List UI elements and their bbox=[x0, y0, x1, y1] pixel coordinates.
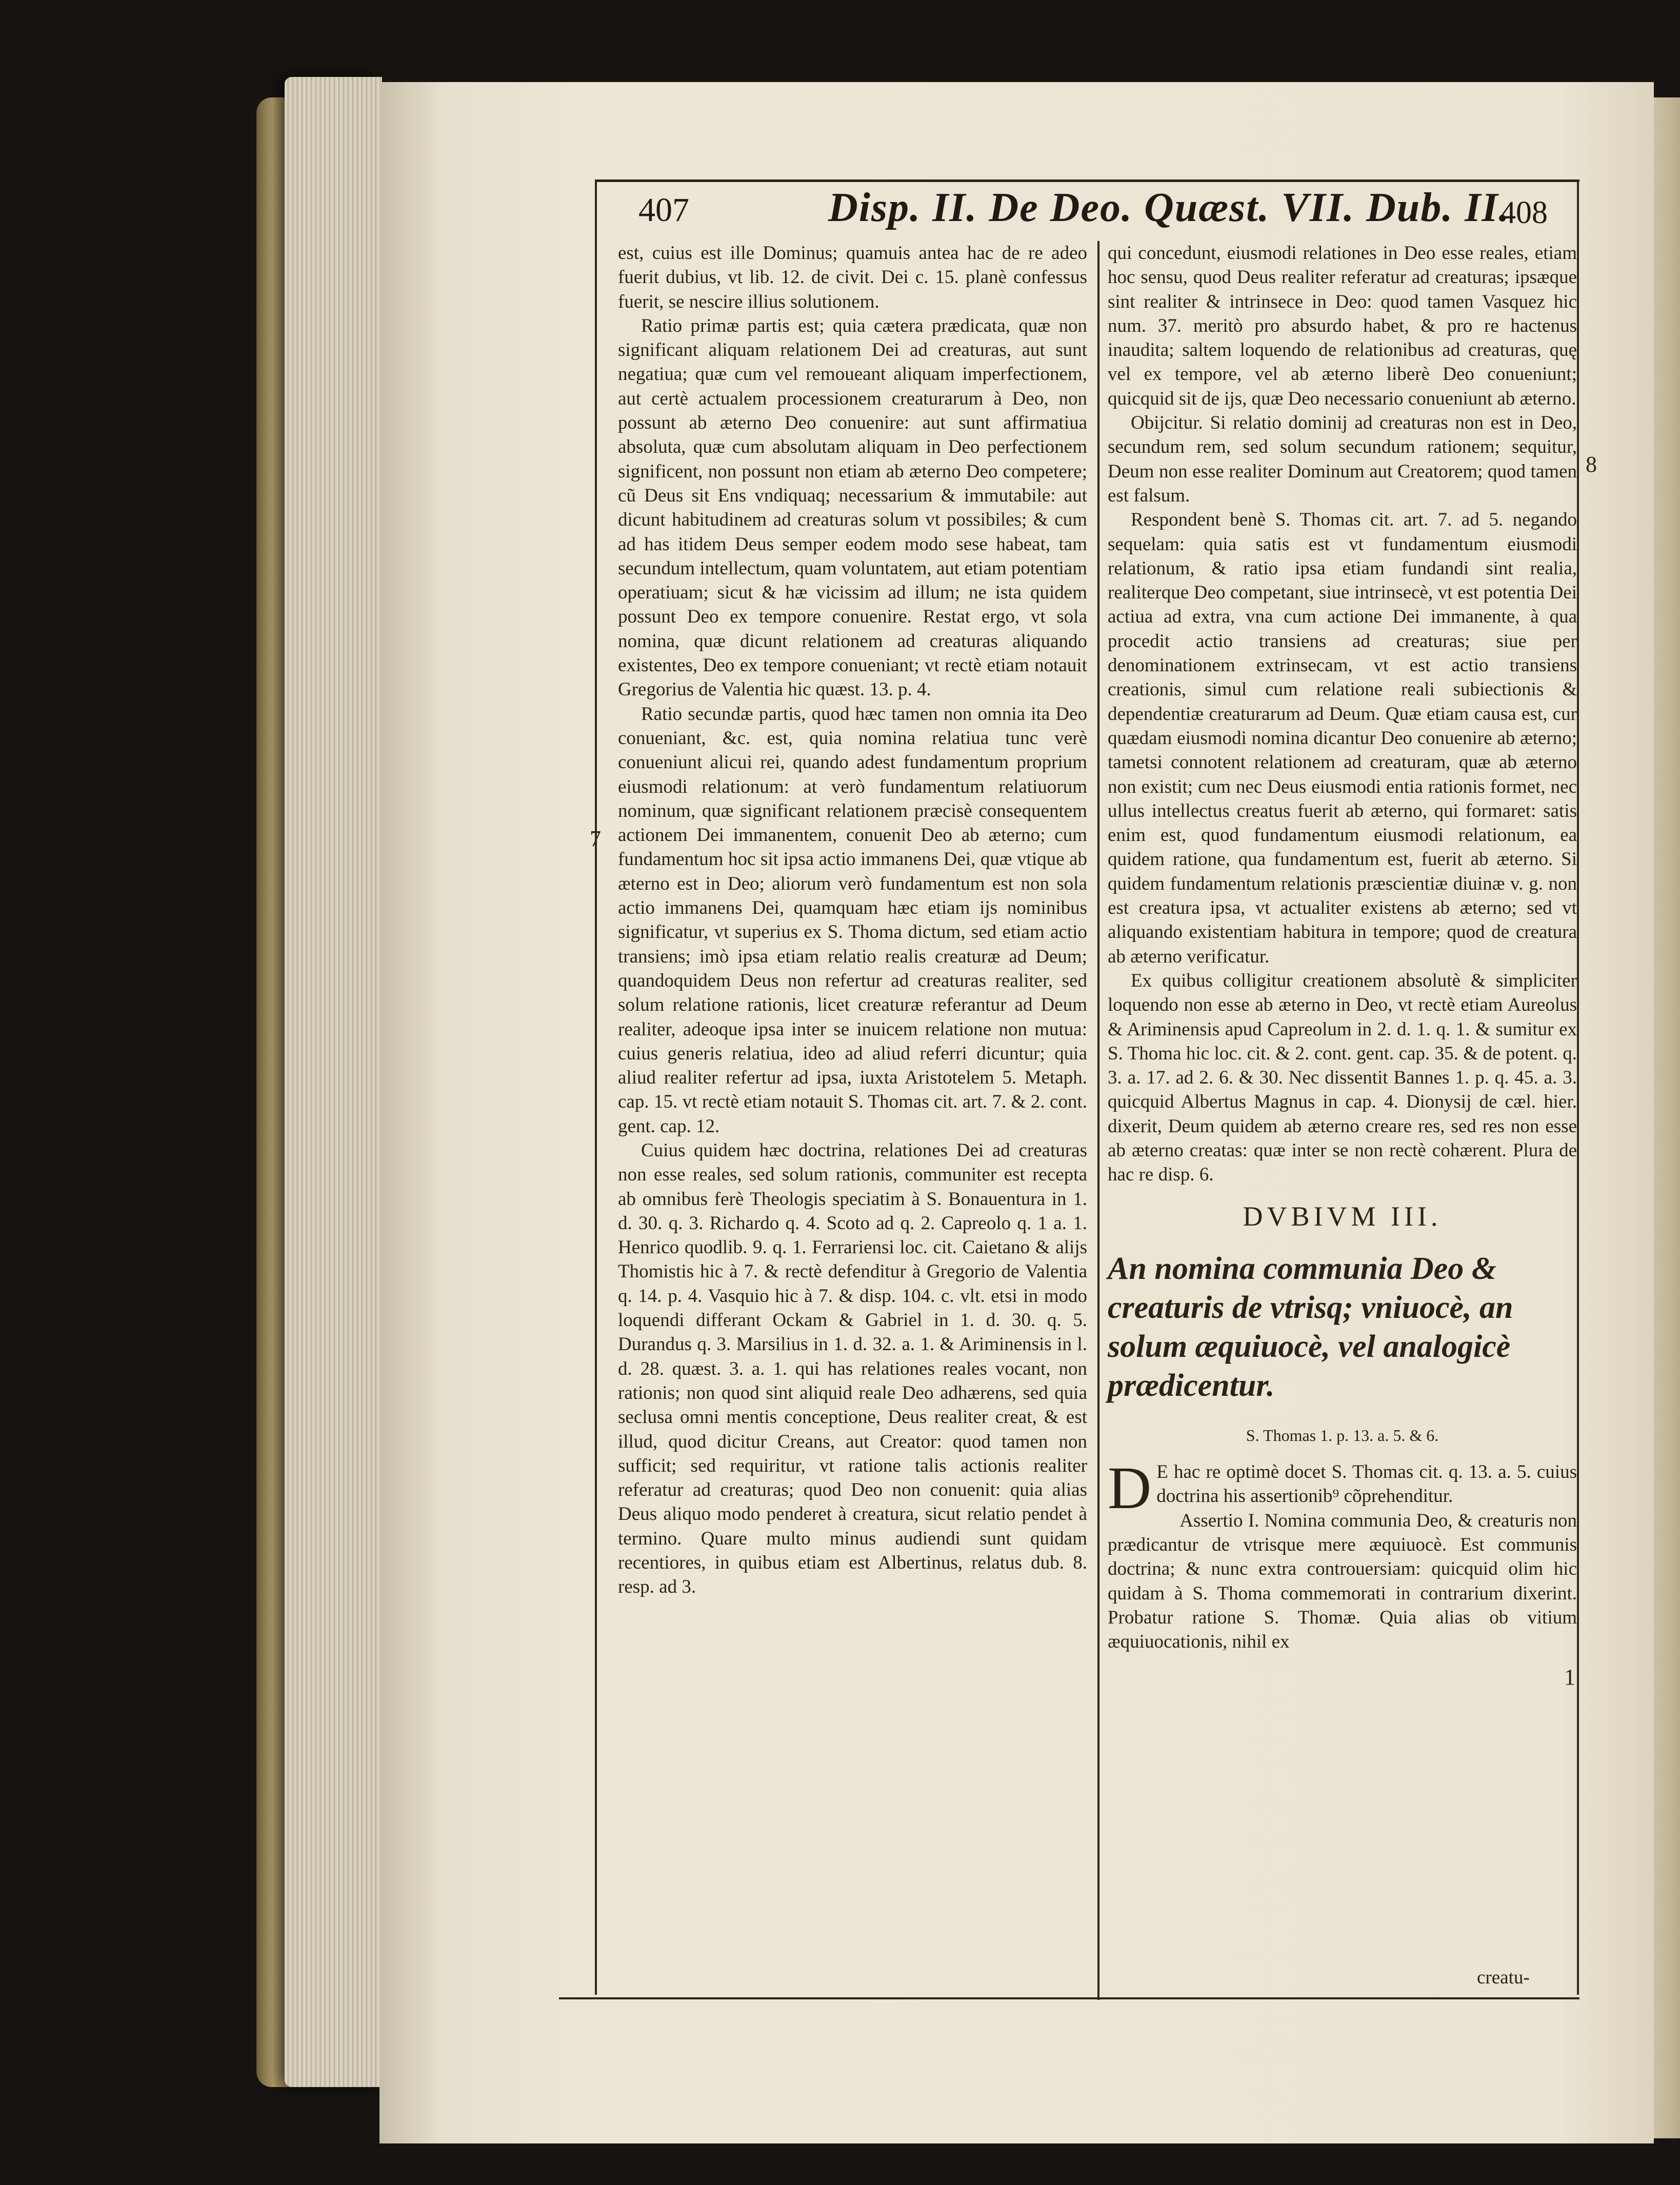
page-number-right: 408 bbox=[1500, 195, 1548, 230]
section-heading: DVBIVM III. bbox=[1243, 1200, 1442, 1232]
column-separator bbox=[1097, 241, 1099, 2000]
facing-page-edge bbox=[1652, 97, 1680, 2138]
text-column-right bbox=[1108, 241, 1577, 1654]
book-page-edges bbox=[285, 77, 382, 2087]
frame-bottom-rule bbox=[559, 1997, 1579, 1999]
margin-number: 7 bbox=[590, 826, 601, 851]
frame-left-rule bbox=[595, 179, 597, 1995]
paragraph: Respondent benè S. Thomas cit. art. 7. ad 5. negando sequelam: quia satis est vt fundamentum eiusmodi relationum, & ratio ipsa etiam fundandi sint realia, realiterque Deo competant, siue intrinsecè, vt est potentia Dei actiua ad extra, vna cum actione Dei immanente, à qua procedit actio transiens ad creaturas; siue per denominationem extrinsecam, vt est actio transiens creationis, simul cum relatione reali subiectionis & dependentiæ creaturarum ad Deum. Quæ etiam causa est, cur quædam eiusmodi nomina dicantur Deo conuenire ab æterno; tametsi connotent relationem ad creaturam, quæ ab æterno non existit; cum nec Deus eiusmodi entia rationis formet, nec ullus intellectus creatus fuerit ab æterno, qui formaret: satis enim est, quod fundamentum eiusmodi relationum, ea quidem ratione, qua fundamentum est, fuerit ab æterno. Si quidem fundamentum relationis præscientiæ diuinæ v. g. non est creatura ipsa, vt actualiter existens ab æterno; sed vt aliquando existentiam habitura in tempore; quod de creatura ab æterno verificatur. bbox=[1108, 509, 1577, 967]
source-reference: S. Thomas 1. p. 13. a. 5. & 6. bbox=[1246, 1426, 1439, 1445]
paragraph: Assertio I. Nomina communia Deo, & creaturis non prædicantur de vtrisque mere æquiuocè. Est communis doctrina; & nunc extra controuersiam: quicquid olim hic quidam à S. Thoma commemorati in contrarium dixerint. Probatur ratione S. Thomæ. Quia alias ob vitium æquiuocationis, nihil ex bbox=[1108, 1510, 1577, 1653]
drop-cap: D bbox=[1108, 1454, 1152, 1522]
paragraph: Ex quibus colligitur creationem absolutè & simpliciter loquendo non esse ab æterno in Deo, vt rectè etiam Aureolus & Ariminensis apud Capreolum in 2. d. 1. q. 1. & sumitur ex S. Thoma hic loc. cit. & 2. cont. gent. cap. 35. & de potent. q. 3. a. 17. ad 2. 6. & 30. Nec dissentit Bannes 1. p. q. 45. a. 3. quicquid Albertus Magnus in cap. 4. Dionysij de cæl. hier. dixerit, Deum quidem ab æterno creare res, sed res non esse ab æterno creatas: quæ inter se non rectè cohærent. Plura de hac re disp. 6. bbox=[1108, 970, 1577, 1186]
text-column-left bbox=[618, 241, 1087, 1599]
paragraph: qui concedunt, eiusmodi relationes in Deo esse reales, etiam hoc sensu, quod Deus realiter referatur ad creaturas; ipsæque sint realiter & intrinsece in Deo: quod tamen Vasquez hic num. 37. meritò pro absurdo habet, & pro re hactenus inaudita; saltem loquendo de relationibus ad creaturas, quę vel ex tempore, vel ab æterno liberè Deo conueniunt; quicquid sit de ijs, quæ Deo necessario conueniunt ab æterno. bbox=[1108, 243, 1577, 409]
page-number-left: 407 bbox=[638, 191, 689, 229]
paragraph: est, cuius est ille Dominus; quamuis antea hac de re adeo fuerit dubius, vt lib. 12. de civit. Dei c. 15. planè confessus fuerit, se nescire illius solutionem. bbox=[618, 243, 1087, 312]
question-title: An nomina communia Deo & creaturis de vtrisq; vniuocè, an solum æquiuocè, vel analogicè prædicentur. bbox=[1108, 1251, 1513, 1403]
catchword: creatu- bbox=[1477, 1967, 1530, 1988]
paragraph-with-dropcap bbox=[1108, 1454, 1577, 1522]
margin-number: 1 bbox=[1564, 1665, 1575, 1690]
paragraph: Obijcitur. Si relatio dominij ad creaturas non est in Deo, secundum rem, sed solum secundum rationem; sequitur, Deum non esse realiter Dominum aut Creatorem; quod tamen est falsum. bbox=[1108, 412, 1577, 506]
paragraph: Ratio secundæ partis, quod hæc tamen non omnia ita Deo conueniant, &c. est, quia nomina relatiua tunc verè conueniunt alicui rei, quando adest fundamentum proprium eiusmodi relationum: at verò fundamentum relatiuorum nominum, quæ significant relationem præcisè consequentem actionem Dei immanentem, conuenit Deo ab æterno; cum fundamentum hoc sit ipsa actio immanens Dei, quæ vtique ab æterno est in Deo; aliorum verò fundamentum est non sola actio immanens Dei, quamquam hæc etiam ijs nominibus significatur, vt superius ex S. Thoma dictum, sed etiam actio transiens; imò ipsa etiam relatio realis creaturæ ad Deum; quandoquidem Deus non refertur ad creaturas realiter, sed solum relatione rationis, licet creaturæ referantur ad Deum realiter, adeoque ipsa inter se inuicem relatione non mutua: cuius generis relatiua, ideo ad aliud referri dicuntur; quia aliud realiter refertur ad ipsa, iuxta Aristotelem 5. Metaph. cap. 15. vt rectè etiam notauit S. Thomas cit. art. 7. & 2. cont. gent. cap. 12. bbox=[618, 703, 1087, 1137]
running-head: Disp. II. De Deo. Quæst. VII. Dub. II. bbox=[828, 185, 1510, 230]
paragraph-text: E hac re optimè docet S. Thomas cit. q. 13. a. 5. cuius doctrina his assertionib⁹ cõprehenditur. bbox=[1156, 1461, 1577, 1507]
header-rule bbox=[595, 179, 1579, 182]
paragraph: Ratio primæ partis est; quia cætera prædicata, quæ non significant aliquam relationem Dei ad creaturas, aut sunt negatiua; quæ cum vel remoueant aliquam imperfectionem, aut certè actualem processionem creaturarum à Deo, non possunt ab æterno Deo conuenire: aut sunt affirmatiua absoluta, quæ cum absolutam aliquam in Deo perfectionem significent, non possunt non etiam ab æterno Deo competere; cũ Deus sit Ens vndiquaq; necessarium & immutabile: aut dicunt habitudinem ad creaturas solum vt possibiles; & cum ad has itidem Deus semper eodem modo sese habeat, tam secundum intellectum, quam voluntatem, aut etiam potentiam operatiuam; sicut & hæ vicissim ad illum; ne ista quidem possunt Deo ex tempore conuenire. Restat ergo, vt sola nomina, quæ dicunt relationem ad creaturas aliquando existentes, Deo ex tempore conueniant; vt rectè etiam notauit Gregorius de Valentia hic quæst. 13. p. 4. bbox=[618, 315, 1087, 700]
frame-right-rule bbox=[1577, 179, 1579, 1995]
paragraph: Cuius quidem hæc doctrina, relationes Dei ad creaturas non esse reales, sed solum rationis, communiter est recepta ab omnibus ferè Theologis speciatim à S. Bonauentura in 1. d. 30. q. 3. Richardo q. 4. Scoto ad q. 2. Capreolo q. 1 a. 1. Henrico quodlib. 9. q. 1. Ferrariensi loc. cit. Caietano & alijs Thomistis hic à 7. & rectè defenditur à Gregorio de Valentia q. 14. p. 4. Vasquio hic à 7. & disp. 104. c. vlt. etsi in modo loquendi differant Ockam & Gabriel in 1. d. 30. q. 5. Durandus q. 3. Marsilius in 1. d. 32. a. 1. & Ariminensis in l. d. 28. quæst. 3. a. 1. qui has relationes reales vocant, non rationis; non quod sint aliquid reale Deo adhærens, sed quia seclusa omni mentis conceptione, Deus realiter creat, & est illud, quod dicitur Creans, aut Creator: quod tamen non sufficit; sed requiritur, vt ratione talis actionis realiter referatur ad creaturas; quod Deo non conuenit: quia alias Deus aliquo modo penderet à creatura, sicut relatio pendet à termino. Quare multo minus audiendi sunt quidam recentiores, in quibus etiam est Albertinus, relatus dub. 8. resp. ad 3. bbox=[618, 1139, 1087, 1598]
margin-number: 8 bbox=[1586, 452, 1597, 477]
